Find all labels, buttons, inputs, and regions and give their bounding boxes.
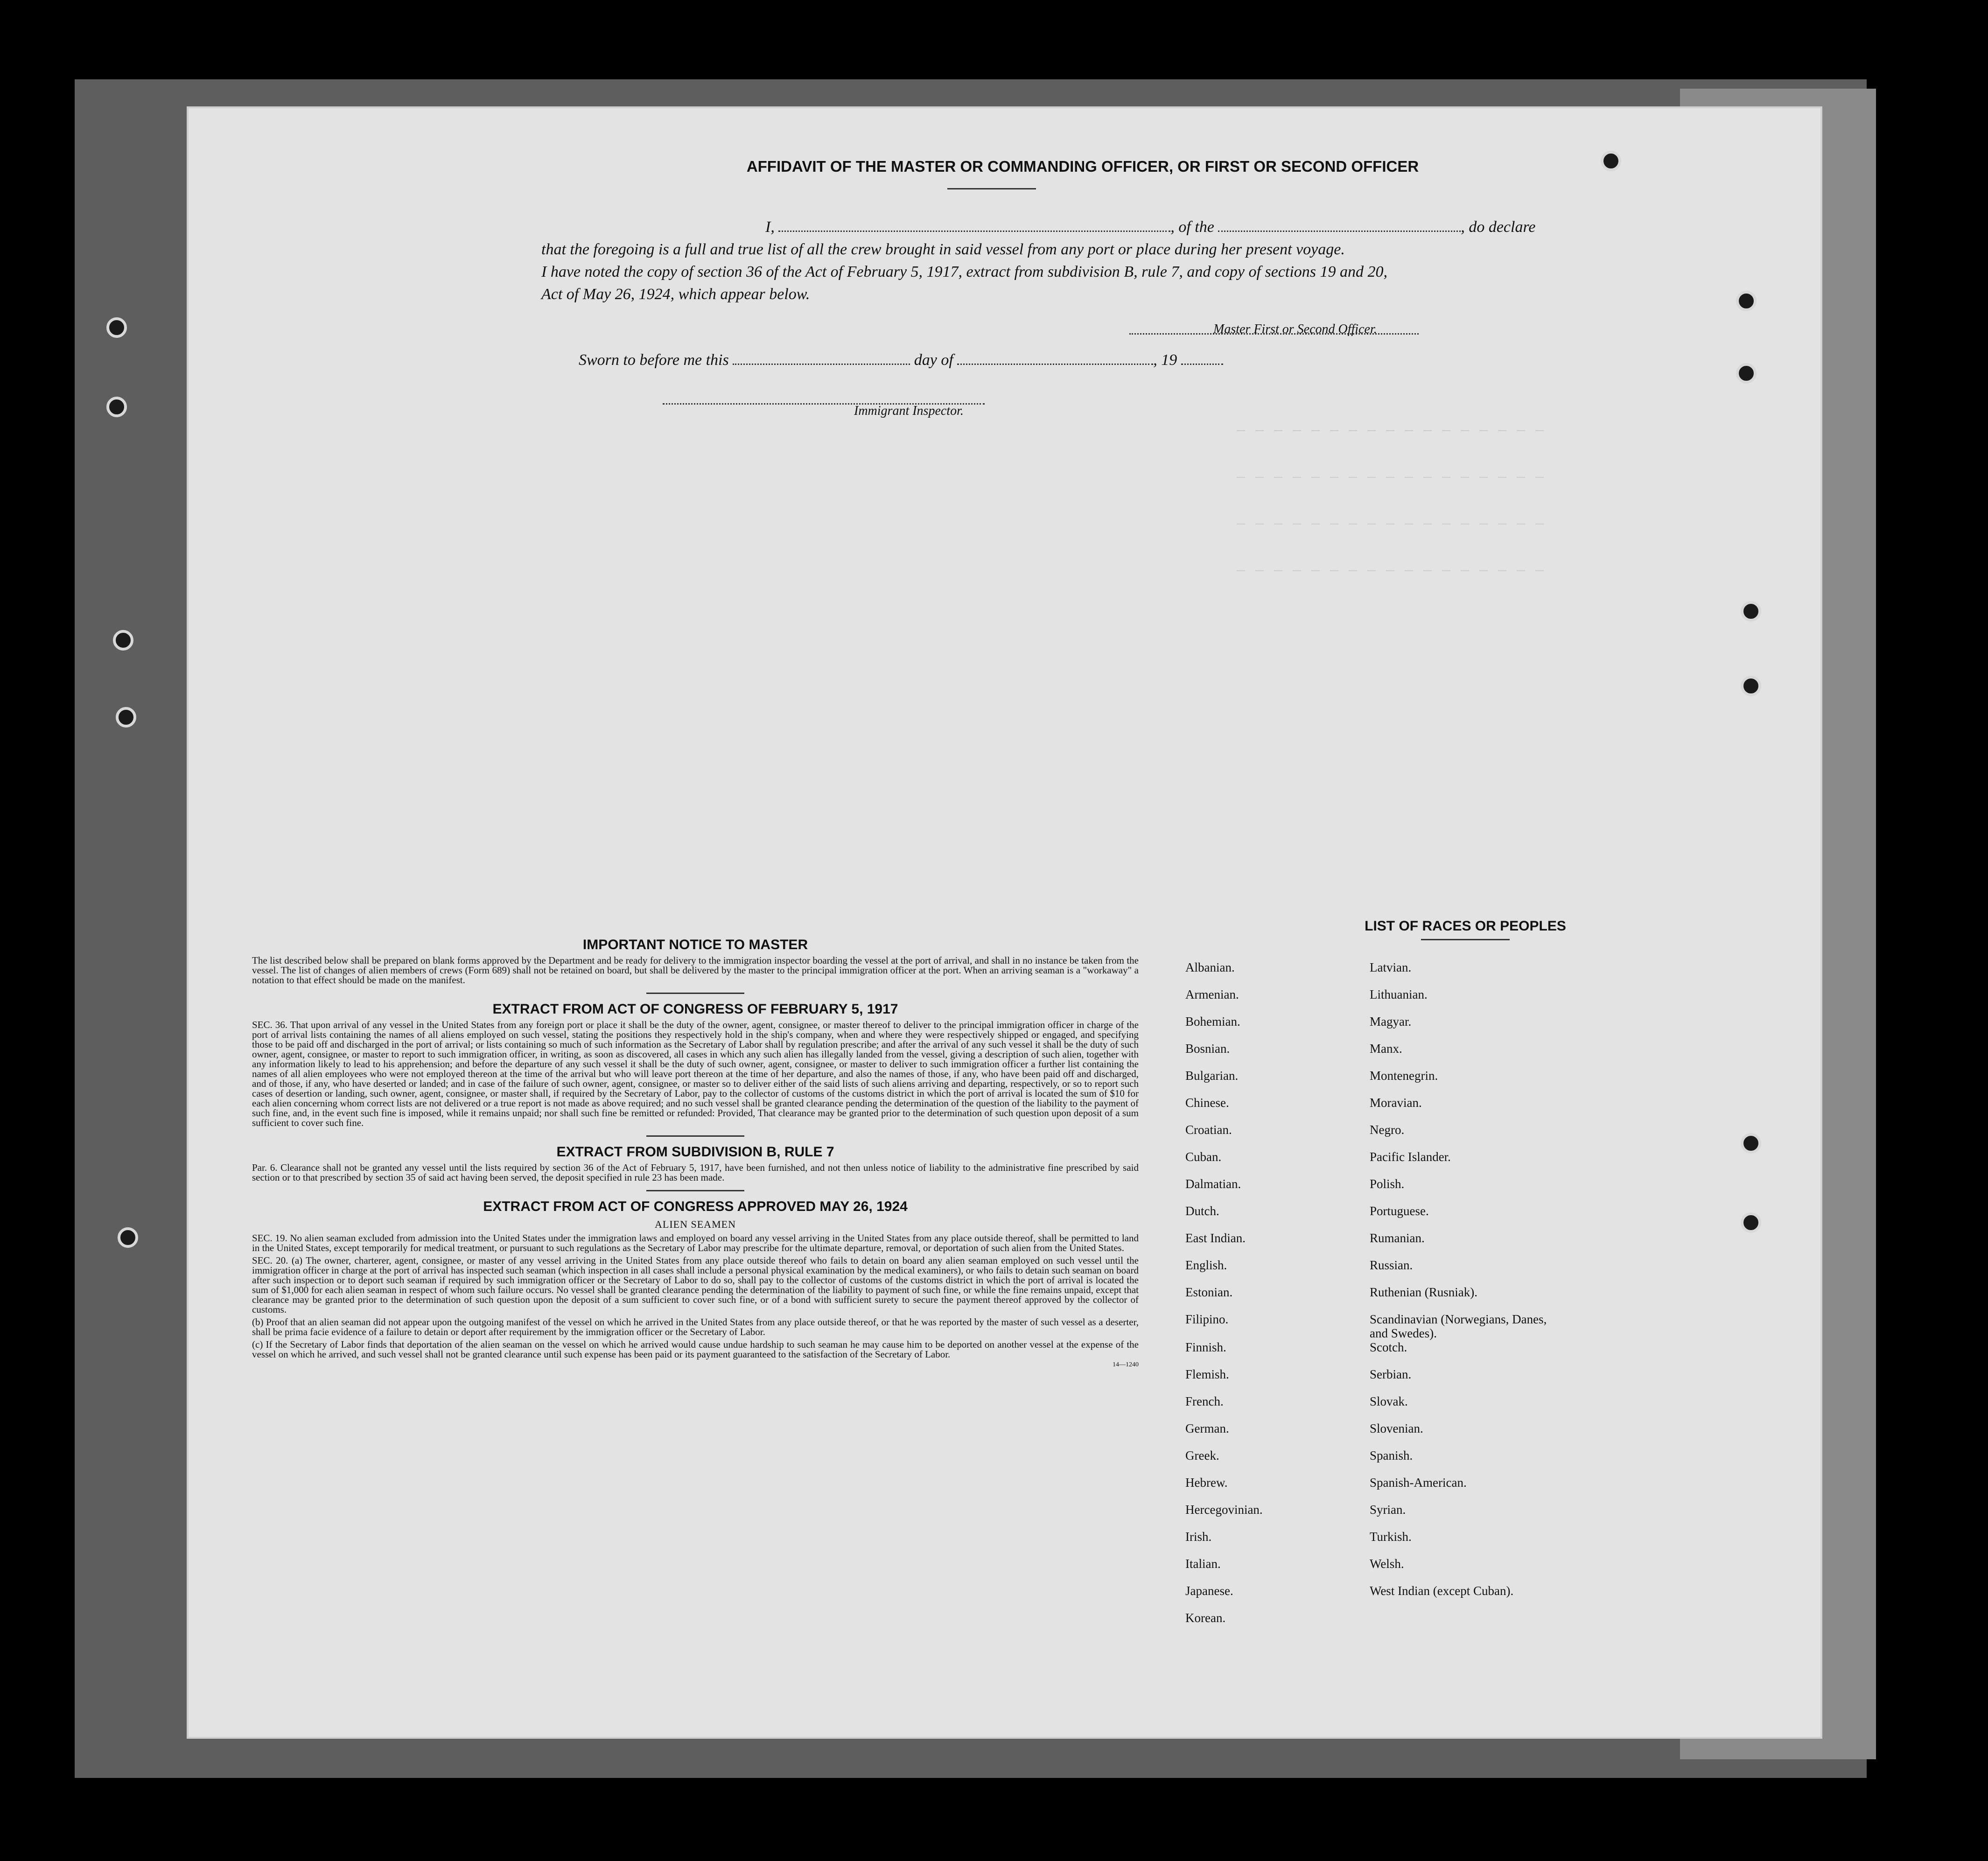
notice-title: IMPORTANT NOTICE TO MASTER — [582, 937, 808, 952]
race-item: Turkish. — [1370, 1530, 1412, 1544]
race-item: Ruthenian (Rusniak). — [1370, 1285, 1477, 1299]
race-item: Chinese. — [1185, 1096, 1229, 1110]
sec-20c-text: (c) If the Secretary of Labor finds that deportation of the alien seaman on the vessel on which he arrived would cause undue hardship to such seaman he may cause him to be deported on another vessel at the expense of the vessel on which he arrived, and such vessel shall not be granted clearance until such expense has been paid or its payment guaranteed to the satisfaction of the Secretary of Labor. — [252, 1339, 1139, 1360]
race-item: Syrian. — [1370, 1503, 1406, 1517]
race-item: Montenegrin. — [1370, 1069, 1438, 1083]
inspector-signature-blank[interactable] — [663, 391, 985, 405]
bleed-through-text: ─ ─ ─ ─ ─ ─ ─ ─ ─ ─ ─ ─ ─ ─ ─ ─ ─ — [1237, 564, 1545, 580]
race-item: Portuguese. — [1370, 1204, 1429, 1218]
affidavit-of-the: , of the — [1170, 218, 1214, 236]
race-item: Dalmatian. — [1185, 1177, 1241, 1191]
race-item: Korean. — [1185, 1611, 1226, 1625]
race-item: East Indian. — [1185, 1231, 1246, 1245]
punch-hole-icon — [1741, 1212, 1761, 1233]
race-item: Cuban. — [1185, 1150, 1222, 1164]
race-item: Russian. — [1370, 1258, 1413, 1272]
year-label: , 19 — [1153, 351, 1177, 369]
race-item: Serbian. — [1370, 1367, 1412, 1381]
punch-hole-icon — [1601, 151, 1621, 171]
race-item: Latvian. — [1370, 960, 1412, 974]
punch-hole-icon — [1736, 363, 1757, 384]
race-item: Slovenian. — [1370, 1421, 1423, 1435]
race-item: Manx. — [1370, 1042, 1402, 1056]
race-item: Croatian. — [1185, 1123, 1232, 1137]
race-item: Albanian. — [1185, 960, 1235, 974]
races-title-rule — [1421, 939, 1510, 940]
punch-hole-icon — [113, 630, 133, 651]
race-item: Lithuanian. — [1370, 987, 1428, 1001]
race-item: Polish. — [1370, 1177, 1405, 1191]
punch-hole-icon — [106, 317, 127, 338]
race-item: Italian. — [1185, 1557, 1221, 1571]
race-item: Scotch. — [1370, 1340, 1407, 1354]
race-item: Pacific Islander. — [1370, 1150, 1451, 1164]
affidavit-i: I, — [765, 218, 775, 236]
race-item: Estonian. — [1185, 1285, 1233, 1299]
section-divider — [646, 993, 744, 994]
bleed-through-text: ─ ─ ─ ─ ─ ─ ─ ─ ─ ─ ─ ─ ─ ─ ─ ─ ─ — [1237, 424, 1545, 440]
form-code: 14—1240 — [1113, 1361, 1139, 1368]
master-signature-label: Master First or Second Officer. — [1213, 322, 1377, 336]
race-item: Filipino. — [1185, 1312, 1229, 1326]
races-column-2 — [1370, 960, 1566, 1611]
race-item: Bosnian. — [1185, 1042, 1230, 1056]
affidavit-declare: , do declare — [1461, 218, 1536, 236]
affidavit-line-1 — [541, 216, 1615, 238]
day-of-label: day of — [914, 351, 953, 369]
race-item: West Indian (except Cuban). — [1370, 1584, 1514, 1598]
affidavit-line-2: that the foregoing is a full and true list of all the crew brought in said vessel from any port or place during her present voyage. — [541, 241, 1345, 258]
race-item: Welsh. — [1370, 1557, 1404, 1571]
race-item: Slovak. — [1370, 1394, 1408, 1408]
inspector-signature-label: Immigrant Inspector. — [854, 404, 964, 418]
affidavit-title: AFFIDAVIT OF THE MASTER OR COMMANDING OFFICER, OR FIRST OR SECOND OFFICER — [746, 158, 1419, 175]
race-item: Spanish. — [1370, 1448, 1413, 1462]
sec-19-text: SEC. 19. No alien seaman excluded from admission into the United States under the immigration laws and employed on board any vessel arriving in the United States from any place outside thereof, shall be permitted to land in the United States, except temporarily for medical treatment, or pursuant to such regulations as the Secretary of Labor may prescribe for the ultimate departure, removal, or deportation of such alien from the United States. — [252, 1232, 1139, 1253]
extract-1917-text: SEC. 36. That upon arrival of any vessel in the United States from any foreign port or place it shall be the duty of the owner, agent, consignee, or master thereof to deliver to the principal immigration officer in charge of the port of arrival lists containing the names of all aliens employed on such vessel, stating the positions they respectively hold in the ship's company, when and where they were respectively shipped or engaged, and specifying those to be paid off and discharged in the port of arrival; or lists containing so much of such information as the Secretary of Labor shall by regulation prescribe; and after the arrival of any such vessel it shall be the duty of such owner, agent, consignee, or master to report to such immigration officer, in writing, as soon as discovered, all cases in which any such alien has illegally landed from the vessel, giving a description of such alien, together with any information likely to lead to his apprehension; and before the departure of any such vessel it shall be the duty of such owner, agent, consignee, or master to deliver to such immigration officer a further list containing the names of all alien employees who were not employed thereon at the time of the arrival but who will leave port thereon at the time of her departure, and also the names of those, if any, who have been paid off and discharged, and of those, if any, who have deserted or landed; and in case of the failure of such owner, agent, consignee, or master so to deliver either of the said lists of such aliens arriving and departing, respectively, or so to report such cases of desertion or landing, such owner, agent, consignee, or master shall, if required by the Secretary of Labor, pay to the collector of customs of the customs district in which the port of arrival is located the sum of $10 for each alien concerning whom correct lists are not delivered or a true report is not made as above required; and no such vessel shall be granted clearance pending the determination of the question of the liability to the payment of such fine, and, in the event such fine is imposed, while it remains unpaid; nor shall such fine be remitted or refunded: Provided, That clearance may be granted prior to the determination of such question upon deposit of a sum sufficient to cover such fine. — [252, 1019, 1139, 1128]
sec-20b-text: (b) Proof that an alien seaman did not appear upon the outgoing manifest of the vessel on which he arrived in the United States from any place outside thereof, or that he was reported by the master of such vessel as a deserter, shall be prima facie evidence of a failure to detain or deport after requirement by the immigration officer or the Secretary of Labor. — [252, 1316, 1139, 1337]
race-item: Armenian. — [1185, 987, 1239, 1001]
alien-seamen-subtitle: ALIEN SEAMEN — [655, 1218, 736, 1230]
races-title: LIST OF RACES OR PEOPLES — [1365, 918, 1566, 934]
sec-20a-text: SEC. 20. (a) The owner, charterer, agent, consignee, or master of any vessel arriving in the United States from any place outside thereof who fails to detain on board any alien seaman employed on such vessel until the immigration officer in charge at the port of arrival has inspected such seaman (which inspection in all cases shall include a personal physical examination by the medical examiners), or who fails to detain such seaman on board after such inspection or to deport such seaman if required by such immigration officer or the Secretary of Labor to do so, shall pay to the collector of customs of the customs district in which the port of arrival is located the sum of $1,000 for each alien seaman in respect of whom such failure occurs. No vessel shall be granted clearance pending the determination of the liability to payment of such fine, or while the fine remains unpaid, except that clearance may be granted prior to the determination of such question upon the deposit of a sum sufficient to cover such fine, or of a bond with sufficient surety to secure the payment thereof approved by the collector of customs. — [252, 1255, 1139, 1315]
punch-hole-icon — [1741, 676, 1761, 696]
name-blank[interactable] — [778, 218, 1170, 232]
extract-1924-title: EXTRACT FROM ACT OF CONGRESS APPROVED MAY 26, 1924 — [483, 1199, 908, 1214]
affidavit-line-3: I have noted the copy of section 36 of the Act of February 5, 1917, extract from subdivision B, rule 7, and copy of sections 19 and 20, — [541, 263, 1388, 280]
punch-hole-icon — [116, 707, 136, 728]
race-item: Bohemian. — [1185, 1014, 1240, 1028]
sworn-line — [579, 349, 1652, 371]
punch-hole-icon — [1736, 291, 1757, 311]
sworn-month-blank[interactable] — [957, 351, 1153, 365]
race-item: Magyar. — [1370, 1014, 1412, 1028]
race-item: Japanese. — [1185, 1584, 1233, 1598]
punch-hole-icon — [1741, 1133, 1761, 1154]
races-list — [1176, 918, 1755, 1625]
bleed-through-text: ─ ─ ─ ─ ─ ─ ─ ─ ─ ─ ─ ─ ─ ─ ─ ─ ─ — [1237, 517, 1545, 533]
race-item: Finnish. — [1185, 1340, 1226, 1354]
race-item: French. — [1185, 1394, 1224, 1408]
race-item: Greek. — [1185, 1448, 1219, 1462]
vessel-blank[interactable] — [1218, 218, 1461, 232]
races-column-1 — [1185, 960, 1263, 1638]
bleed-through-text: ─ ─ ─ ─ ─ ─ ─ ─ ─ ─ ─ ─ ─ ─ ─ ─ ─ — [1237, 470, 1545, 486]
race-item: Rumanian. — [1370, 1231, 1425, 1245]
year-blank[interactable] — [1181, 351, 1223, 365]
race-item: English. — [1185, 1258, 1227, 1272]
punch-hole-icon — [118, 1227, 138, 1248]
section-divider — [646, 1135, 744, 1137]
title-rule — [947, 188, 1036, 189]
punch-hole-icon — [106, 397, 127, 417]
race-item: Spanish-American. — [1370, 1476, 1467, 1490]
section-divider — [646, 1190, 744, 1191]
race-item: Moravian. — [1370, 1096, 1422, 1110]
punch-hole-icon — [1741, 601, 1761, 622]
race-item: Bulgarian. — [1185, 1069, 1239, 1083]
race-item: Negro. — [1370, 1123, 1405, 1137]
affidavit-line-4: Act of May 26, 1924, which appear below. — [541, 286, 810, 303]
sworn-label: Sworn to before me this — [579, 351, 729, 369]
race-item: Dutch. — [1185, 1204, 1219, 1218]
extract-1917-title: EXTRACT FROM ACT OF CONGRESS OF FEBRUARY 5, 1917 — [492, 1001, 898, 1017]
sworn-day-blank[interactable] — [733, 351, 910, 365]
race-item: German. — [1185, 1421, 1229, 1435]
race-item: Hebrew. — [1185, 1476, 1228, 1490]
race-item: Flemish. — [1185, 1367, 1229, 1381]
manifest-page — [187, 106, 1822, 1739]
rule-7-text: Par. 6. Clearance shall not be granted any vessel until the lists required by section 36 of the Act of February 5, 1917, have been furnished, and not then unless notice of liability to the administrative fine prescribed by said section or to that prescribed by section 35 of said act having been served, the deposit specified in rule 23 has been made. — [252, 1162, 1139, 1183]
race-item: Hercegovinian. — [1185, 1503, 1263, 1517]
notice-text: The list described below shall be prepared on blank forms approved by the Department and be ready for delivery to the immigration inspector boarding the vessel at the port of arrival, and shall in no instance be taken from the vessel. The list of changes of alien members of crews (Form 689) shall not be retained on board, but shall be delivered by the master to the principal immigration officer at the port. When an arriving seaman is a "workaway" a notation to that effect should be made on the manifest. — [252, 955, 1139, 986]
notice-block — [252, 937, 1139, 1369]
rule-7-title: EXTRACT FROM SUBDIVISION B, RULE 7 — [556, 1144, 834, 1160]
race-item: Scandinavian (Norwegians, Danes, and Swedes). — [1370, 1312, 1547, 1340]
race-item: Irish. — [1185, 1530, 1212, 1544]
